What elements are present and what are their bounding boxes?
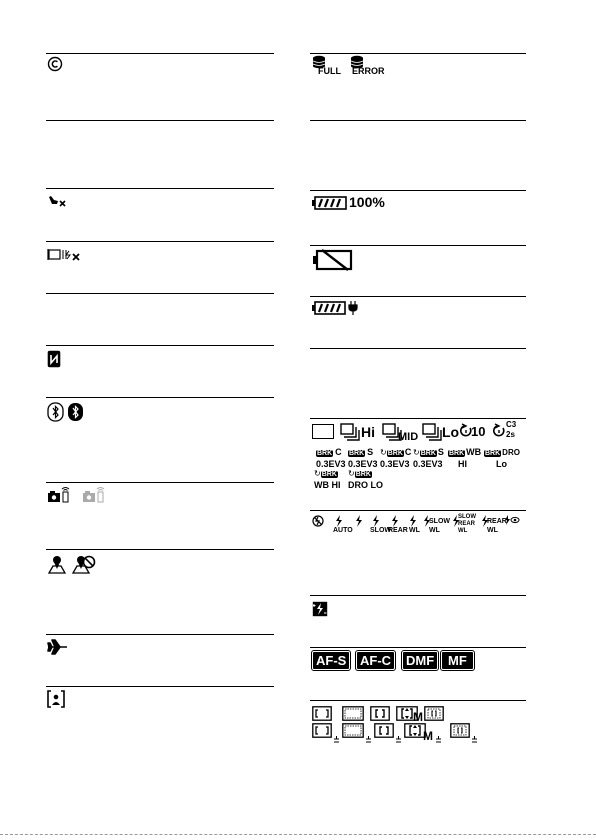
bracket-value: 0.3EV3 <box>380 459 410 469</box>
memory-card-error-icon <box>350 55 390 77</box>
memory-card-full-label: FULL <box>318 66 341 76</box>
bracket-value: DRO LO <box>348 480 383 490</box>
rule <box>310 53 526 54</box>
bracket-item: ↻BRK C 0.3EV3 <box>380 440 420 469</box>
flash-rear-icon <box>390 515 400 527</box>
rule <box>46 482 274 483</box>
flash-compensation-icon <box>312 601 328 621</box>
brk-badge: BRK <box>449 450 465 457</box>
rule <box>310 700 526 701</box>
bracket-value: HI <box>458 459 467 469</box>
bracket-item <box>448 440 488 469</box>
rule <box>310 296 526 297</box>
continuous-hi-label: Hi <box>361 424 375 440</box>
bracket-suffix: S <box>437 447 444 457</box>
battery-empty-icon <box>312 249 354 275</box>
rule <box>310 647 526 648</box>
brk-badge: BRK <box>485 450 501 457</box>
flash-label: WL <box>409 527 420 534</box>
rule <box>310 190 526 191</box>
touch-off-icon <box>47 194 67 214</box>
bluetooth-icon <box>47 402 95 426</box>
focus-mode-af-s: AF-S <box>312 651 350 670</box>
rule <box>310 245 526 246</box>
focus-mode-row <box>312 651 526 671</box>
focus-mode-af-c: AF-C <box>356 651 395 670</box>
brk-badge: BRK <box>355 471 371 478</box>
battery-percent-label: 100% <box>349 194 385 210</box>
rule <box>46 549 274 550</box>
bracket-suffix: WB <box>466 447 482 457</box>
flash-label: AUTO <box>333 527 353 534</box>
tracking-wide-icon <box>312 723 340 743</box>
focus-area-expanded-spot-icon <box>424 706 444 721</box>
rule <box>310 348 526 349</box>
tracking-zone-icon <box>342 723 372 743</box>
bracket-suffix: C <box>335 447 342 457</box>
brk-badge: BRK <box>387 450 403 457</box>
bracket-suffix: S <box>367 447 374 457</box>
battery-level-icon <box>312 194 402 212</box>
rule <box>310 510 526 511</box>
flash-label: SLOW <box>370 527 391 534</box>
bracket-suffix: DRO <box>502 448 520 457</box>
flash-slow-icon <box>371 515 381 527</box>
flash-auto-icon <box>334 515 344 527</box>
tracking-center-icon <box>374 723 402 743</box>
rule <box>46 686 274 687</box>
flash-label: REAR <box>388 527 408 534</box>
self-timer-continuous-icon <box>492 423 506 439</box>
rule <box>46 188 274 189</box>
rule <box>46 345 274 346</box>
bracket-value: 0.3EV3 <box>413 459 443 469</box>
self-timer-cont-sub: 2s <box>506 430 515 439</box>
focus-area-zone-icon <box>342 706 364 721</box>
continuous-mid-label: MID <box>398 431 419 443</box>
bracket-item <box>484 440 526 469</box>
focus-area-m-label: M <box>413 710 423 724</box>
bracket-row-3: ↻BRK WB HI ↻BRK DRO LO <box>314 469 383 490</box>
bracket-value: 0.3EV3 <box>316 459 346 469</box>
copyright-icon <box>47 56 63 76</box>
tracking-expanded-spot-icon <box>450 723 480 743</box>
focus-mode-mf: MF <box>441 651 474 670</box>
continuous-lo-icon <box>422 423 442 441</box>
focus-area-wide-icon <box>312 706 332 721</box>
rule <box>46 53 274 54</box>
focus-area-row <box>312 706 526 724</box>
rule <box>310 595 526 596</box>
rule <box>46 241 274 242</box>
brk-badge: BRK <box>317 450 333 457</box>
bracket-item: ↻BRK S 0.3EV3 <box>413 440 453 469</box>
bracket-value: WB HI <box>314 480 341 490</box>
bracket-value: 0.3EV3 <box>348 459 378 469</box>
rule <box>310 120 526 121</box>
flash-off-icon <box>312 515 324 527</box>
rule <box>46 293 274 294</box>
single-shot-icon <box>312 424 334 439</box>
nfc-icon <box>47 350 61 372</box>
focus-mode-dmf: DMF <box>402 651 438 670</box>
self-timer-label: 10 <box>471 424 486 439</box>
power-supply-icon <box>312 300 364 320</box>
flash-label: SLOW REAR WL <box>458 514 476 534</box>
flash-label: SLOW WL <box>429 518 450 534</box>
flash-fill-icon <box>354 515 364 527</box>
rule <box>46 397 274 398</box>
location-info-icon <box>47 554 111 580</box>
rule <box>46 120 274 121</box>
airplane-icon <box>47 638 69 660</box>
rule <box>310 418 526 419</box>
flash-redeye-icon <box>504 515 520 527</box>
smartphone-connection-icon <box>47 485 117 509</box>
memory-card-full-icon <box>312 55 352 77</box>
face-frame-icon <box>47 690 65 712</box>
bracket-value: Lo <box>496 459 507 469</box>
brk-badge: BRK <box>420 450 436 457</box>
bracket-row <box>312 440 526 469</box>
brk-badge: BRK <box>321 471 337 478</box>
brk-badge: BRK <box>349 450 365 457</box>
flash-wl-icon <box>408 515 418 527</box>
memory-card-error-label: ERROR <box>352 66 385 76</box>
page-bottom-border <box>0 834 596 835</box>
self-timer-cont-label: C3 <box>506 420 517 429</box>
tracking-m-label: M <box>423 729 433 743</box>
rule <box>46 634 274 635</box>
display-off-icon <box>47 247 95 267</box>
bracket-suffix: C <box>404 447 412 457</box>
focus-area-tracking-row <box>312 723 526 745</box>
flash-mode-row <box>312 514 526 540</box>
continuous-lo-label: Lo <box>442 424 460 440</box>
continuous-hi-icon <box>340 423 360 441</box>
focus-area-center-icon <box>370 706 390 721</box>
flash-label: REAR WL <box>487 518 507 534</box>
